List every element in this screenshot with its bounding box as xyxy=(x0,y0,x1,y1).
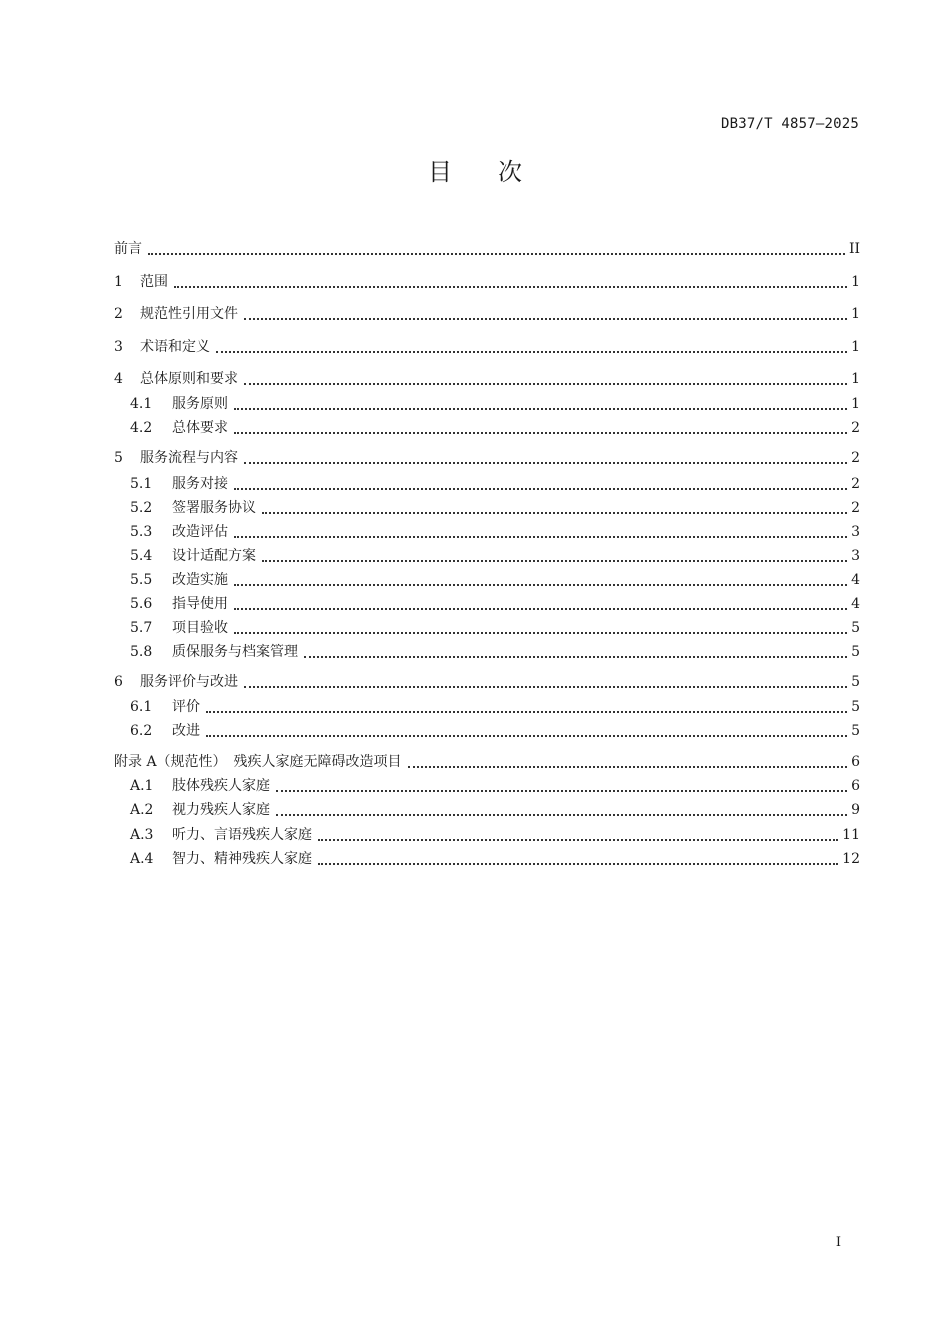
toc-entry-page: 1 xyxy=(851,274,860,290)
dot-leader xyxy=(206,727,847,737)
page-folio: I xyxy=(835,1235,841,1250)
toc-entry-number: 5.3 xyxy=(130,524,153,540)
toc-entry-page: 1 xyxy=(851,371,860,387)
toc-entry-number: 5.6 xyxy=(130,596,153,612)
toc-entry-page: 3 xyxy=(851,548,860,564)
toc-entry-page: 4 xyxy=(851,572,860,588)
toc-entry[interactable] xyxy=(114,720,860,742)
toc-title-char-2: 次 xyxy=(498,158,522,186)
toc-entry[interactable] xyxy=(114,751,860,773)
dot-leader xyxy=(318,831,838,841)
dot-leader xyxy=(244,678,847,688)
toc-entry[interactable] xyxy=(114,393,860,415)
toc-entry-number: 3 xyxy=(114,339,123,355)
toc-entry-page: 3 xyxy=(851,524,860,540)
toc-entry[interactable] xyxy=(114,447,860,469)
toc-entry[interactable] xyxy=(114,824,860,846)
dot-leader xyxy=(244,454,847,464)
toc-entry-label: 服务流程与内容 xyxy=(140,450,238,466)
toc-entry-number: 4.1 xyxy=(130,396,153,412)
toc-entry-page: II xyxy=(848,241,860,257)
toc-entry-page: 5 xyxy=(851,723,860,739)
toc-entry[interactable] xyxy=(114,617,860,639)
toc-entry[interactable] xyxy=(114,641,860,663)
toc-entry[interactable] xyxy=(114,303,860,325)
toc-entry-page: 5 xyxy=(851,620,860,636)
dot-leader xyxy=(262,504,847,514)
toc-entry[interactable] xyxy=(114,799,860,821)
toc-entry-page: 5 xyxy=(851,644,860,660)
dot-leader xyxy=(318,855,838,865)
toc-entry[interactable] xyxy=(114,696,860,718)
toc-entry-number: 5 xyxy=(114,450,123,466)
toc-entry-page: 6 xyxy=(851,754,860,770)
toc-entry-number: 6.2 xyxy=(130,723,153,739)
dot-leader xyxy=(234,600,847,610)
toc-entry-page: 2 xyxy=(851,420,860,436)
toc-entry-label: 改造实施 xyxy=(172,572,228,588)
toc-entry[interactable] xyxy=(114,497,860,519)
dot-leader xyxy=(206,703,847,713)
dot-leader xyxy=(234,424,847,434)
toc-entry-page: 2 xyxy=(851,450,860,466)
toc-entry-label: 视力残疾人家庭 xyxy=(172,802,270,818)
toc-entry-label: 规范性引用文件 xyxy=(140,306,238,322)
toc-entry-number: A.1 xyxy=(130,778,154,794)
dot-leader xyxy=(216,343,847,353)
toc-entry[interactable] xyxy=(114,671,860,693)
toc-entry-number: 5.2 xyxy=(130,500,153,516)
toc-entry[interactable] xyxy=(114,593,860,615)
toc-entry-page: 5 xyxy=(851,674,860,690)
toc-entry[interactable] xyxy=(114,473,860,495)
toc-entry-label: 肢体残疾人家庭 xyxy=(172,778,270,794)
toc-entry-label: 设计适配方案 xyxy=(172,548,256,564)
dot-leader xyxy=(234,576,847,586)
toc-entry-page: 6 xyxy=(851,778,860,794)
toc-entry-label: 范围 xyxy=(140,274,168,290)
toc-entry[interactable] xyxy=(114,545,860,567)
toc-entry[interactable] xyxy=(114,238,860,260)
dot-leader xyxy=(234,528,847,538)
toc-entry-number: 1 xyxy=(114,274,123,290)
toc-entry-label: 总体要求 xyxy=(172,420,228,436)
toc-entry[interactable] xyxy=(114,368,860,390)
dot-leader xyxy=(304,648,847,658)
toc-entry-page: 4 xyxy=(851,596,860,612)
toc-entry-number: 5.1 xyxy=(130,476,153,492)
toc-entry-label: 项目验收 xyxy=(172,620,228,636)
toc-entry-label: 质保服务与档案管理 xyxy=(172,644,298,660)
toc-entry[interactable] xyxy=(114,521,860,543)
dot-leader xyxy=(174,278,847,288)
toc-entry-page: 1 xyxy=(851,306,860,322)
toc-entry-label: 术语和定义 xyxy=(140,339,210,355)
toc-entry-page: 1 xyxy=(851,396,860,412)
toc-title-char-1: 目 xyxy=(428,158,452,186)
toc-entry-number: 4.2 xyxy=(130,420,153,436)
dot-leader xyxy=(234,480,847,490)
toc-entry-page: 2 xyxy=(851,476,860,492)
toc-entry[interactable] xyxy=(114,417,860,439)
toc-entry-page: 5 xyxy=(851,699,860,715)
dot-leader xyxy=(262,552,847,562)
toc-entry-label: 改进 xyxy=(172,723,200,739)
dot-leader xyxy=(244,375,847,385)
toc-entry-label: 改造评估 xyxy=(172,524,228,540)
toc-entry-label: 指导使用 xyxy=(172,596,228,612)
standard-code: DB37/T 4857—2025 xyxy=(720,116,859,132)
toc-entry-number: 6 xyxy=(114,674,123,690)
toc-entry-number: A.4 xyxy=(130,851,154,867)
toc-entry-label: 智力、精神残疾人家庭 xyxy=(172,851,312,867)
toc-entry-label: 服务评价与改进 xyxy=(140,674,238,690)
toc-entry-number: 5.8 xyxy=(130,644,153,660)
toc-entry-label: 总体原则和要求 xyxy=(140,371,238,387)
toc-entry-number: 4 xyxy=(114,371,123,387)
toc-entry[interactable] xyxy=(114,569,860,591)
toc-entry[interactable] xyxy=(114,775,860,797)
toc-entry-number: 5.7 xyxy=(130,620,153,636)
toc-entry-label: 评价 xyxy=(172,699,200,715)
dot-leader xyxy=(276,782,847,792)
toc-entry-page: 2 xyxy=(851,500,860,516)
toc-entry-page: 11 xyxy=(842,827,860,843)
toc-entry-label: 听力、言语残疾人家庭 xyxy=(172,827,312,843)
toc-entry-number: 5.5 xyxy=(130,572,153,588)
dot-leader xyxy=(276,806,847,816)
toc-title xyxy=(0,152,950,187)
toc-entry-page: 9 xyxy=(851,802,860,818)
toc-entry[interactable] xyxy=(114,848,860,870)
toc-entry-number: 5.4 xyxy=(130,548,153,564)
dot-leader xyxy=(148,245,845,255)
dot-leader xyxy=(408,758,848,768)
toc-entry-number: 6.1 xyxy=(130,699,153,715)
toc-entry-label: 签署服务协议 xyxy=(172,500,256,516)
dot-leader xyxy=(244,310,847,320)
toc-entry-page: 1 xyxy=(851,339,860,355)
toc-entry-label: 附录 A（规范性） 残疾人家庭无障碍改造项目 xyxy=(114,754,402,770)
toc-entry[interactable] xyxy=(114,271,860,293)
toc-entry-page: 12 xyxy=(842,851,860,867)
dot-leader xyxy=(234,400,847,410)
dot-leader xyxy=(234,624,847,634)
toc-entry[interactable] xyxy=(114,336,860,358)
toc-entry-label: 前言 xyxy=(114,241,142,257)
toc-entry-number: A.3 xyxy=(130,827,154,843)
toc-entry-number: A.2 xyxy=(130,802,154,818)
toc-entry-label: 服务原则 xyxy=(172,396,228,412)
toc-entry-number: 2 xyxy=(114,306,123,322)
toc-entry-label: 服务对接 xyxy=(172,476,228,492)
